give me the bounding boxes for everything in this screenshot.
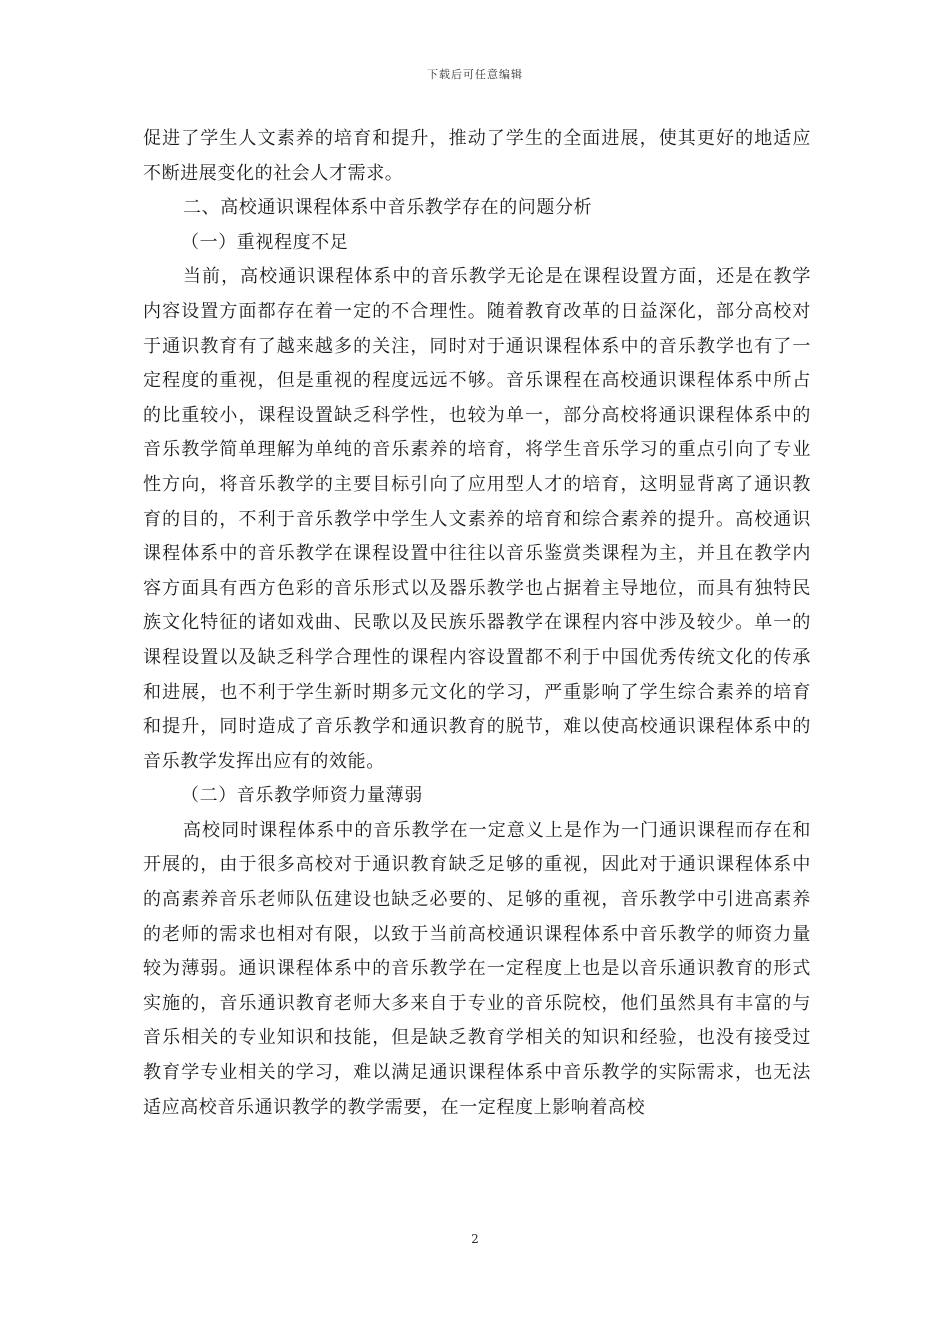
subsection-heading-1: （一）重视程度不足 (181, 231, 349, 253)
subsection-heading-2: （二）音乐教学师资力量薄弱 (181, 785, 423, 807)
page-number: 2 (471, 1232, 479, 1246)
section-heading: 二、高校通识课程体系中音乐教学存在的问题分析 (183, 197, 593, 219)
page-header-note: 下载后可任意编辑 (427, 68, 523, 81)
paragraph-1: 当前，高校通识课程体系中的音乐教学无论是在课程设置方面，还是在教学内容设置方面都存在着一定的不合理性。随着教育改革的日益深化，部分高校对于通识教育有了越来越多的关注，同时对于通识课程体系中的音乐教学也有了一定程度的重视，但是重视的程度远远不够。音乐课程在高校通识课程体系中所占的比重较小，课程设置缺乏科学性，也较为单一，部分高校将通识课程体系中的音乐教学简单理解为单纯的音乐素养的培育，将学生音乐学习的重点引向了专业性方向，将音乐教学的主要目标引向了应用型人才的培育，这明显背离了通识教育的目的，不利于音乐教学中学生人文素养的培育和综合素养的提升。高校通识课程体系中的音乐教学在课程设置中往往以音乐鉴赏类课程为主，并且在教学内容方面具有西方色彩的音乐形式以及器乐教学也占据着主导地位，而具有独特民族文化特征的诸如戏曲、民歌以及民族乐器教学在课程内容中涉及较少。单一的课程设置以及缺乏科学合理性的课程内容设置都不利于中国优秀传统文化的传承和进展，也不利于学生新时期多元文化的学习，严重影响了学生综合素养的培育和提升，同时造成了音乐教学和通识教育的脱节，难以使高校通识课程体系中的音乐教学发挥出应有的效能。 (143, 266, 811, 772)
paragraph-2: 高校同时课程体系中的音乐教学在一定意义上是作为一门通识课程而存在和开展的，由于很多高校对于通识教育缺乏足够的重视，因此对于通识课程体系中的高素养音乐老师队伍建设也缺乏必要的、足够的重视，音乐教学中引进高素养的老师的需求也相对有限，以致于当前高校通识课程体系中音乐教学的师资力量较为薄弱。通识课程体系中的音乐教学在一定程度上也是以音乐通识教育的形式实施的，音乐通识教育老师大多来自于专业的音乐院校，他们虽然具有丰富的与音乐相关的专业知识和技能，但是缺乏教育学相关的知识和经验，也没有接受过教育学专业相关的学习，难以满足通识课程体系中音乐教学的实际需求，也无法适应高校音乐通识教学的教学需要，在一定程度上影响着高校 (143, 819, 811, 1118)
document-body (143, 122, 811, 1125)
paragraph-continued: 促进了学生人文素养的培育和提升，推动了学生的全面进展，使其更好的地适应不断进展变化的社会人才需求。 (143, 128, 811, 184)
